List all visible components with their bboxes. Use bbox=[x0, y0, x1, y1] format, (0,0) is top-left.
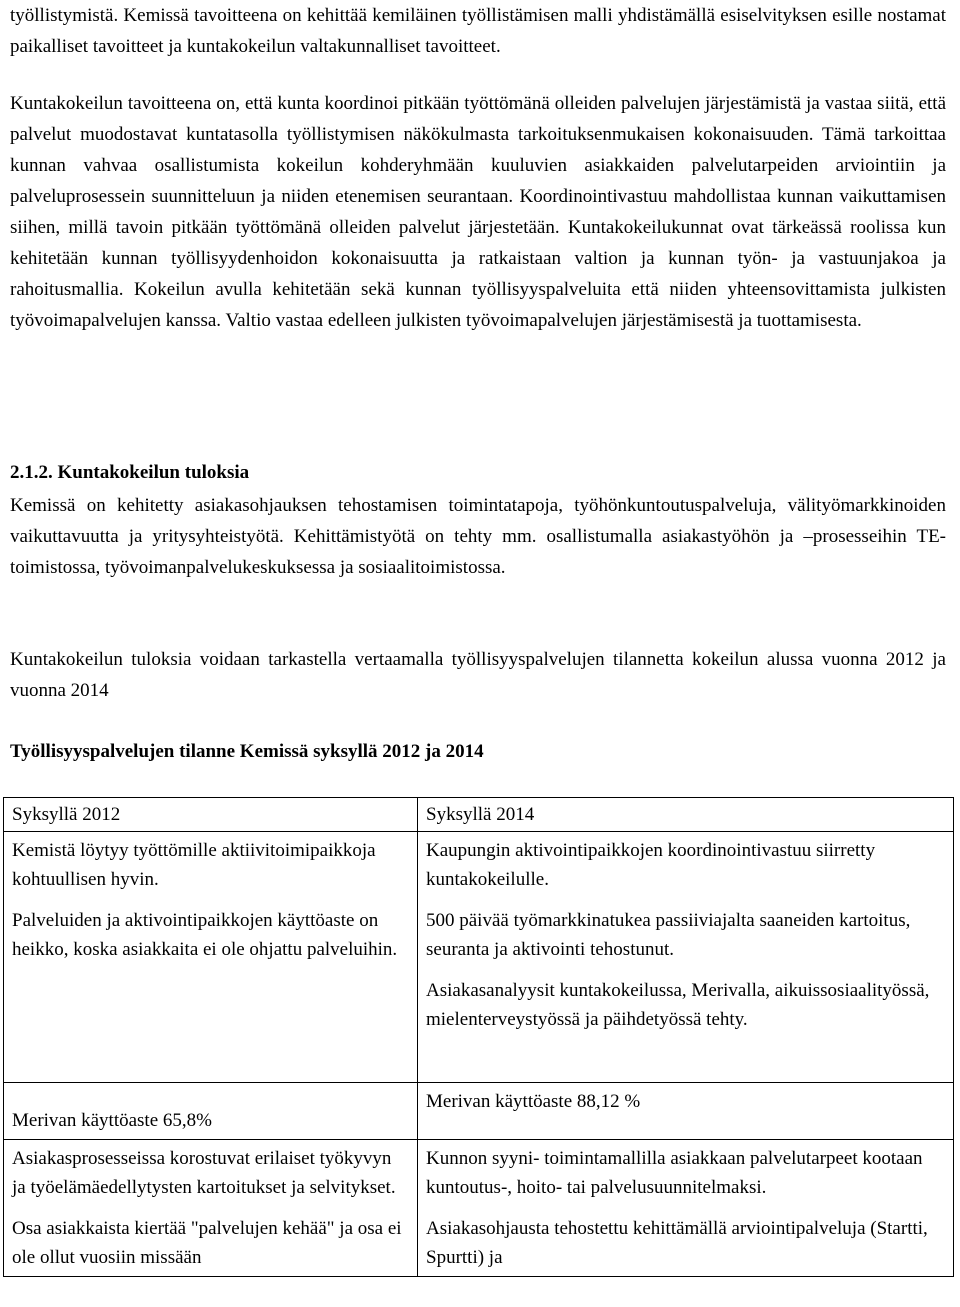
section-title: Kuntakokeilun tuloksia bbox=[57, 462, 250, 483]
cell-2014-meriva: Merivan käyttöaste 88,12 % bbox=[418, 1083, 954, 1140]
cell-text: Kemistä löytyy työttömille aktiivitoimipaikkoja kohtuullisen hyvin. bbox=[12, 840, 376, 890]
pilot-goal-paragraph: Kuntakokeilun tavoitteena on, että kunta koordinoi pitkään työttömänä olleiden palvelujen järjestämistä ja vastaa siitä, että palvelut muodostavat kuntatasolla työllistymisen näkökulmasta tarkoituksenmukaisen kokonaisuuden. Tämä tarkoittaa kunnan vahvaa osallistumista kokeilun kohderyhmään kuuluvien asiakkaiden palvelutarpeiden arviointiin ja palveluprosessein suunnitteluun ja niiden etenemisen seurantaan. Koordinointivastuu mahdollistaa kunnan vaikuttamisen siihen, millä tavoin pitkään työttömänä olleiden palvelut järjestetään. Kuntakokeilukunnat ovat tärkeässä roolissa kun kehitetään kunnan työllisyydenhoidon kokonaisuutta ja ratkaistaan valtion ja kunnan työn- ja vastuunjakoa ja rahoitusmallia. Kokeilun avulla kehitetään sekä kunnan työllisyyspalveluita että niiden yhteensovittamista julkisten työvoimapalvelujen kanssa. Valtio vastaa edelleen julkisten työvoimapalvelujen järjestämisestä ja tuottamisesta. bbox=[10, 93, 946, 331]
section-heading bbox=[10, 457, 946, 488]
table-title: Työllisyyspalvelujen tilanne Kemissä syksyllä 2012 ja 2014 bbox=[10, 741, 484, 762]
cell-text: Kunnon syyni- toimintamallilla asiakkaan palvelutarpeet kootaan kuntoutus-, hoito- tai palvelusuunnitelmaksi. bbox=[426, 1148, 923, 1198]
cell-2014-activation bbox=[418, 832, 954, 1083]
cell-2012-activation bbox=[4, 832, 418, 1083]
cell-2012-process bbox=[4, 1140, 418, 1277]
cell-text: Kaupungin aktivointipaikkojen koordinointivastuu siirretty kuntakokeilulle. bbox=[426, 840, 876, 890]
table-row bbox=[4, 832, 954, 1083]
cell-text: Asiakasanalyysit kuntakokeilussa, Merivalla, aikuissosiaalityössä, mielenterveystyössä ja päihdetyössä tehty. bbox=[426, 980, 930, 1030]
comparison-table bbox=[3, 797, 954, 1277]
table-row bbox=[4, 1083, 954, 1140]
comparison-intro-paragraph: Kuntakokeilun tuloksia voidaan tarkastella vertaamalla työllisyyspalvelujen tilannetta kokeilun alussa vuonna 2012 ja vuonna 2014 bbox=[10, 649, 946, 701]
cell-2012-meriva: Merivan käyttöaste 65,8% bbox=[4, 1083, 418, 1140]
table-row bbox=[4, 1140, 954, 1277]
header-2012: Syksyllä 2012 bbox=[4, 798, 418, 832]
cell-text: Asiakasohjausta tehostettu kehittämällä arviointipalveluja (Startti, Spurtti) ja bbox=[426, 1218, 928, 1268]
table-header-row bbox=[4, 798, 954, 832]
cell-text: Osa asiakkaista kiertää "palvelujen kehää" ja osa ei ole ollut vuosiin missään bbox=[12, 1218, 402, 1268]
section-number: 2.1.2. bbox=[10, 462, 53, 483]
intro-paragraph: työllistymistä. Kemissä tavoitteena on kehittää kemiläinen työllistämisen malli yhdistämällä esiselvityksen esille nostamat paikalliset tavoitteet ja kuntakokeilun valtakunnalliset tavoitteet. bbox=[10, 5, 946, 57]
cell-text: Asiakasprosesseissa korostuvat erilaiset työkyvyn ja työelämäedellytysten kartoitukset ja selvitykset. bbox=[12, 1148, 396, 1198]
cell-text: Palveluiden ja aktivointipaikkojen käyttöaste on heikko, koska asiakkaita ei ole ohjattu palveluihin. bbox=[12, 910, 398, 960]
cell-text: 500 päivää työmarkkinatukea passiiviajalta saaneiden kartoitus, seuranta ja aktivointi tehostunut. bbox=[426, 910, 911, 960]
results-paragraph: Kemissä on kehitetty asiakasohjauksen tehostamisen toimintatapoja, työhönkuntoutuspalveluja, välityömarkkinoiden vaikuttavuutta ja yritysyhteistyötä. Kehittämistyötä on tehty mm. osallistumalla asiakastyöhön ja –prosesseihin TE-toimistossa, työvoimanpalvelukeskuksessa ja sosiaalitoimistossa. bbox=[10, 495, 946, 578]
cell-2014-process bbox=[418, 1140, 954, 1277]
header-2014: Syksyllä 2014 bbox=[418, 798, 954, 832]
